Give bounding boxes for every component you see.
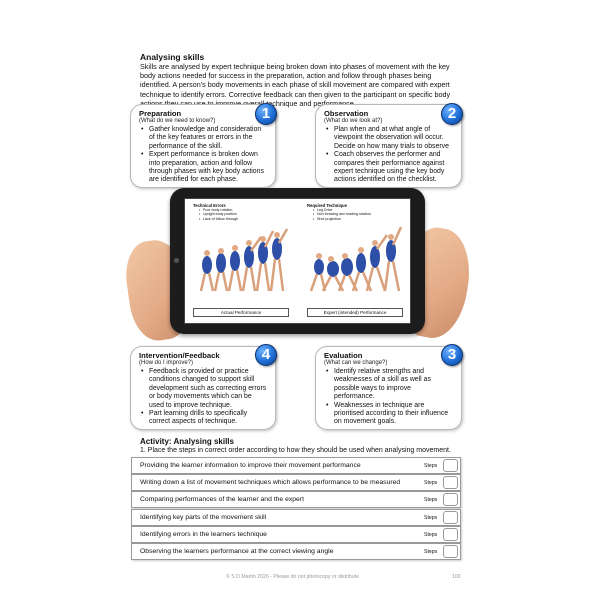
intro-section bbox=[140, 52, 460, 108]
step-number-badge: 3 bbox=[441, 344, 463, 366]
camera-dot bbox=[174, 258, 179, 263]
card-bullet: • Identify relative strengths and weaknesses of a skill as well as possible ways to improve performance. bbox=[324, 368, 453, 402]
panel-item: • Upright body position bbox=[199, 212, 293, 216]
tablet-screen bbox=[184, 198, 411, 324]
card-title: Evaluation bbox=[324, 351, 363, 360]
page-number: 100 bbox=[452, 574, 461, 580]
card-bullet-list bbox=[139, 126, 267, 185]
step-text: Writing down a list of movement techniques which allows performance to be measured bbox=[140, 479, 401, 486]
card-bullet: • Feedback is provided or practice conditions changed to support skill development such as correcting errors or body movements which can be used to improve technique. bbox=[139, 368, 267, 410]
card-bullet: • Weaknesses in technique are prioritised according to their influence on movement goals. bbox=[324, 402, 453, 427]
expert-performance-panel bbox=[303, 203, 407, 321]
intro-paragraph: Skills are analysed by expert technique being broken down into phases of movement with the key body actions needed for success in the preparation, action and follow through phases being identified. A person's body movements in each phase of skill movement are compared with expert technique to identify errors. Corrective feedback can then given to the participant on specific body technique and bbox=[140, 62, 451, 108]
step-row bbox=[131, 457, 461, 474]
card-observation bbox=[315, 104, 462, 188]
card-bullet: • Part learning drills to specifically correct aspects of technique. bbox=[139, 410, 267, 427]
card-subtitle: (What do we look at?) bbox=[324, 118, 383, 124]
expert-performance-label: Expert (intended) Performance bbox=[307, 308, 403, 317]
card-subtitle: (What can we change?) bbox=[324, 360, 388, 366]
step-text: Identifying errors in the learners technique bbox=[140, 531, 267, 538]
step-order-input[interactable] bbox=[443, 511, 458, 524]
card-bullet: • Gather knowledge and consideration of the key features or errors in the performance of the skill. bbox=[139, 126, 267, 151]
step-text: Observing the learners performance at the correct viewing angle bbox=[140, 548, 334, 555]
steps-label: Steps bbox=[424, 549, 438, 555]
tablet-device bbox=[170, 188, 425, 334]
card-subtitle: (How do I improve?) bbox=[139, 360, 194, 366]
card-evaluation bbox=[315, 346, 462, 430]
card-subtitle: (What do we need to know?) bbox=[139, 118, 216, 124]
step-order-input[interactable] bbox=[443, 493, 458, 506]
step-order-input[interactable] bbox=[443, 545, 458, 558]
step-text: Comparing performances of the learner and the expert bbox=[140, 496, 304, 503]
card-preparation bbox=[130, 104, 276, 188]
step-row bbox=[131, 491, 461, 508]
panel-item: • Leg Drive bbox=[313, 208, 407, 212]
step-order-input[interactable] bbox=[443, 528, 458, 541]
panel-item: • Lack of follow through bbox=[199, 217, 293, 221]
steps-label: Steps bbox=[424, 497, 438, 503]
step-row bbox=[131, 526, 461, 543]
card-bullet: • Coach observes the performer and compares their performance against expert technique using the key body actions identified on the checklist. bbox=[324, 151, 453, 185]
card-title: Observation bbox=[324, 109, 369, 118]
panel-list bbox=[199, 208, 293, 221]
activity-instruction: 1. Place the steps in correct order according to how they should be used when analysing movement. bbox=[140, 447, 451, 454]
panel-item: • Non throwing arm leading rotation bbox=[313, 212, 407, 216]
panel-title: Technical Errors bbox=[193, 203, 226, 208]
actual-performance-panel bbox=[189, 203, 293, 321]
copyright-notice: © S D Martin 2026 - Please do not photocopy or distribute bbox=[226, 574, 360, 580]
panel-item: • Shot projection bbox=[313, 217, 407, 221]
card-title: Preparation bbox=[139, 109, 182, 118]
activity-title: Activity: Analysing skills bbox=[140, 437, 234, 446]
section-title: Analysing skills bbox=[140, 52, 205, 62]
activity-section bbox=[140, 437, 470, 455]
step-number-badge: 1 bbox=[255, 103, 277, 125]
card-bullet: • Expert performance is broken down into preparation, action and follow through phases with key body actions are identified for each phase. bbox=[139, 151, 267, 185]
step-row bbox=[131, 543, 461, 560]
step-text: Providing the learner information to improve their movement performance bbox=[140, 462, 361, 469]
panel-title: Required Technique bbox=[307, 203, 347, 208]
panel-list bbox=[313, 208, 407, 221]
shot-put-sequence-image bbox=[305, 223, 405, 297]
step-order-input[interactable] bbox=[443, 459, 458, 472]
card-bullet: • Plan when and at what angle of viewpoint the observation will occur. Decide on how many trials to observe bbox=[324, 126, 453, 151]
card-bullet-list bbox=[324, 368, 453, 427]
step-number-badge: 2 bbox=[441, 103, 463, 125]
step-row bbox=[131, 509, 461, 526]
step-order-input[interactable] bbox=[443, 476, 458, 489]
card-bullet-list bbox=[324, 126, 453, 185]
steps-label: Steps bbox=[424, 480, 438, 486]
step-row bbox=[131, 474, 461, 491]
steps-label: Steps bbox=[424, 532, 438, 538]
shot-put-sequence-image bbox=[191, 223, 291, 297]
step-text: Identifying key parts of the movement skill bbox=[140, 514, 267, 521]
actual-performance-label: Actual Performance bbox=[193, 308, 289, 317]
steps-label: Steps bbox=[424, 463, 438, 469]
card-title: Intervention/Feedback bbox=[139, 351, 220, 360]
step-number-badge: 4 bbox=[255, 344, 277, 366]
panel-item: • Poor body rotation bbox=[199, 208, 293, 212]
steps-label: Steps bbox=[424, 515, 438, 521]
card-intervention-feedback bbox=[130, 346, 276, 430]
card-bullet-list bbox=[139, 368, 267, 427]
